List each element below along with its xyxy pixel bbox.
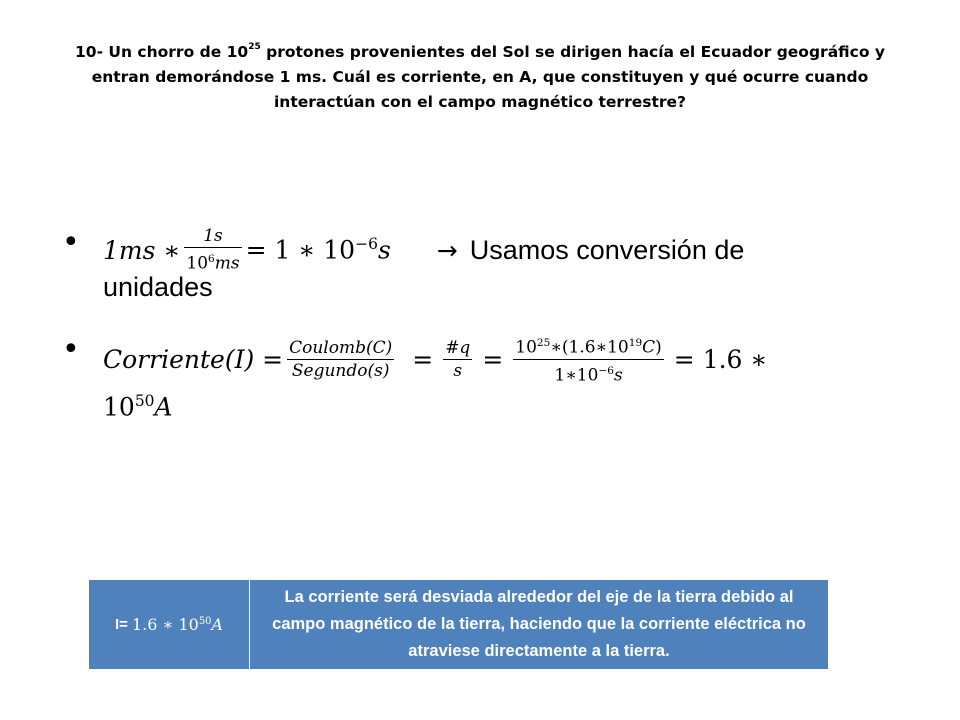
conversion-note-continued: unidades (103, 272, 213, 302)
eq1-fraction (184, 225, 241, 275)
title-exponent: 25 (248, 41, 261, 52)
title-text-post: protones provenientes del Sol se dirigen hacía el Ecuador geográfico y entran demorándose 1 ms. Cuál es corriente, en A, que constituyen y qué ocurre cuando interactúan con el campo magnético terrestre? (91, 43, 885, 111)
title-text-pre: 10- Un chorro de 10 (75, 43, 249, 61)
current-value: 1.6 ∗ $10^{50}𝐴$ (131, 615, 223, 634)
conversion-note: Usamos conversión de (469, 234, 745, 265)
equation-time-conversion (103, 222, 744, 278)
eq2-fraction-charge (443, 337, 472, 382)
eq2-f2-denominator: 𝑠 (453, 360, 463, 381)
eq2-f1-denominator: 𝑆𝑒𝑔𝑢𝑛𝑑𝑜(𝑠) (291, 360, 390, 381)
eq2-f3-denominator: $1∗10^{-6}𝑠$ (554, 364, 623, 386)
eq2-fraction-coulomb (287, 337, 394, 382)
eq2-lhs: 𝐶𝑜𝑟𝑟𝑖𝑒𝑛𝑡𝑒(𝐼) = (103, 344, 284, 374)
eq2-f1-numerator: 𝐶𝑜𝑢𝑙𝑜𝑚𝑏(𝐶) (289, 337, 393, 358)
arrow-right-icon: → (436, 235, 458, 265)
eq2-f2-numerator: #𝑞 (445, 337, 471, 358)
answer-current-cell (89, 580, 250, 669)
current-label: I= (115, 616, 128, 633)
eq2-fraction-values (513, 332, 664, 386)
eq1-fraction-numerator: 1𝑠 (203, 226, 223, 247)
answer-table (88, 579, 829, 670)
eq2-equals-a: = (412, 344, 434, 374)
bullet-1: • (62, 225, 80, 260)
eq2-equals-b: = (482, 344, 504, 374)
eq1-fraction-denominator: $10^6𝑚𝑠$ (186, 253, 240, 274)
problem-title (60, 40, 900, 115)
eq2-f3-numerator: $10^{25}∗(1.6∗10^{19}𝐶)$ (515, 336, 662, 358)
eq1-rhs: = 1 ∗ $10^{-6}𝑠$ (245, 235, 391, 265)
equation-current (103, 323, 767, 395)
eq1-lhs: 1𝑚𝑠 ∗ (103, 235, 181, 265)
eq2-rhs: = 1.6 ∗ (673, 344, 768, 374)
eq2-result-continued: $10^{50}𝐴$ (103, 392, 173, 422)
answer-explanation-cell: La corriente será desviada alrededor del eje de la tierra debido al campo magnético de la tierra, haciendo que la corriente eléctrica no atraviese directamente a la tierra. (250, 580, 828, 669)
bullet-2: • (62, 332, 80, 367)
